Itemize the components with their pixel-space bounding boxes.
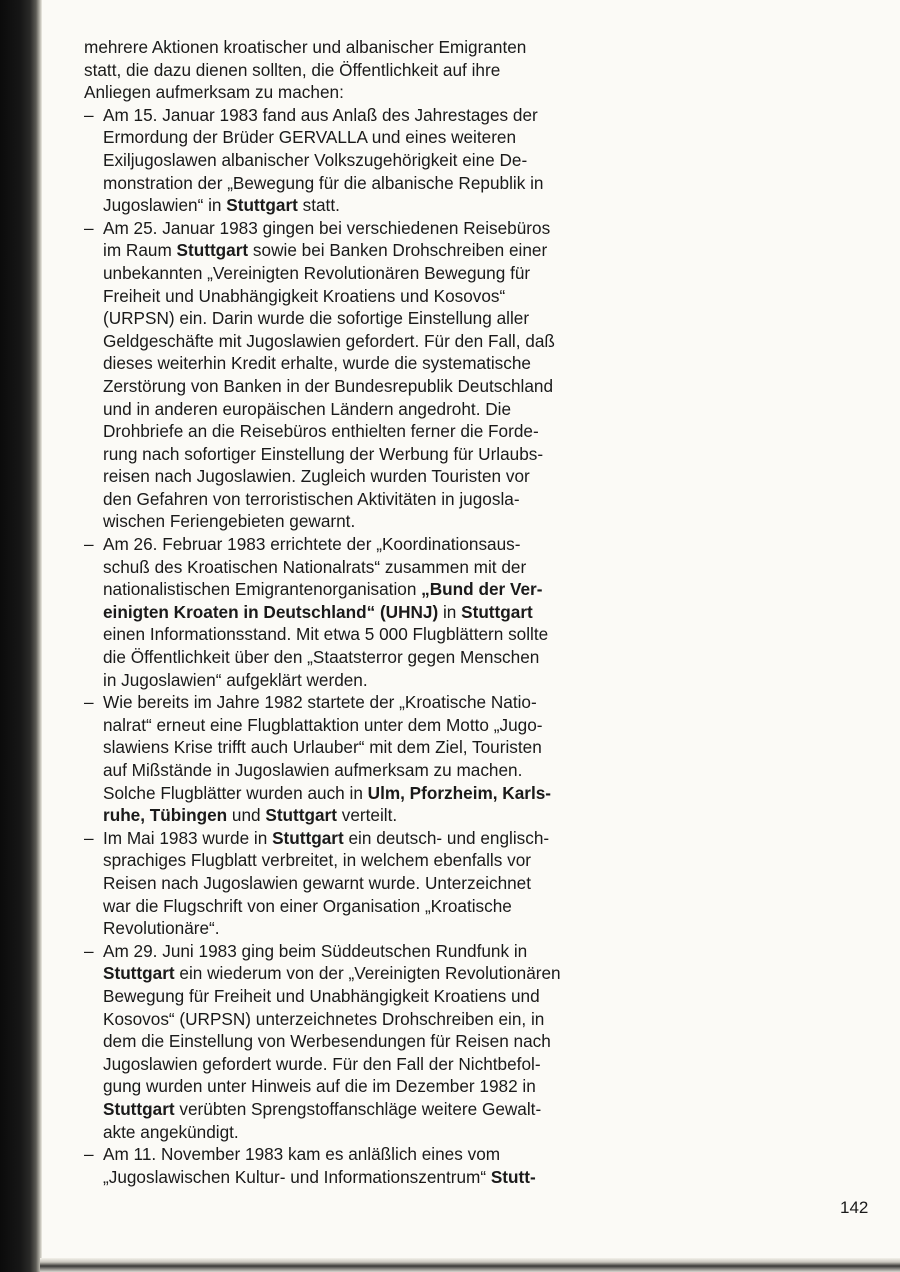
bold-place-name: Stuttgart [103, 963, 175, 984]
text-segment: Zerstörung von Banken in der Bundesrepublik Deutschland [103, 375, 554, 396]
text-segment: Freiheit und Unabhängigkeit Kroatiens und Kosovos“ [103, 285, 506, 306]
text-segment: Solche Flugblätter wurden auch in [103, 782, 368, 803]
text-segment: schuß des Kroatischen Nationalrats“ zusammen mit der [103, 556, 527, 577]
intro-line: statt, die dazu dienen sollten, die Öffentlichkeit auf ihre [84, 59, 501, 80]
text-segment: Jugoslawien gefordert wurde. Für den Fall der Nichtbefol- [103, 1053, 541, 1074]
text-segment: „Jugoslawischen Kultur- und Informationszentrum“ [103, 1166, 491, 1187]
page-number: 142 [840, 1198, 869, 1217]
text-segment: Bewegung für Freiheit und Unabhängigkeit Kroatiens und [103, 985, 540, 1006]
bold-place-name: Stuttgart [272, 827, 344, 848]
bold-place-name: Stuttgart [176, 240, 249, 261]
bold-place-name: Stuttgart [265, 805, 337, 826]
text-segment: ein wiederum von der „Vereinigten Revolutionären [174, 963, 561, 984]
text-segment: die Öffentlichkeit über den „Staatsterror gegen Menschen [103, 647, 540, 668]
bullet-item [84, 691, 628, 827]
text-segment: Wie bereits im Jahre 1982 startete der „Kroatische Natio- [103, 692, 537, 713]
bold-place-name: „Bund der Ver- [421, 579, 543, 600]
text-segment: slawiens Krise trifft auch Urlauber“ mit dem Ziel, Touristen [103, 737, 542, 758]
text-segment: Geldgeschäfte mit Jugoslawien gefordert. Für den Fall, daß [103, 330, 555, 351]
bold-place-name: Ulm, Pforzheim, Karls- [367, 782, 552, 803]
text-segment: auf Mißstände in Jugoslawien aufmerksam zu machen. [103, 760, 523, 780]
bold-place-name: Stutt- [490, 1166, 536, 1187]
bullet-item [84, 827, 628, 940]
bullet-dash: – [84, 692, 94, 713]
page-body [84, 36, 628, 1188]
text-segment: ein deutsch- und englisch- [343, 827, 550, 848]
text-segment: verteilt. [336, 805, 398, 826]
text-segment: Am 11. November 1983 kam es anläßlich eines vom [103, 1144, 501, 1165]
bold-place-name: Stuttgart [103, 1098, 175, 1119]
text-segment: Am 25. Januar 1983 gingen bei verschiedenen Reisebüros [103, 217, 551, 238]
bold-place-name: Stuttgart [461, 601, 533, 622]
bullet-dash: – [84, 534, 94, 555]
bullet-dash: – [84, 217, 94, 238]
text-segment: und in anderen europäischen Ländern angedroht. Die [103, 398, 512, 419]
text-segment: monstration der „Bewegung für die albanische Republik in [103, 172, 544, 193]
text-segment: nationalistischen Emigrantenorganisation [103, 579, 422, 600]
text-segment: Am 29. Juni 1983 ging beim Süddeutschen Rundfunk in [103, 940, 528, 961]
text-segment: Am 15. Januar 1983 fand aus Anlaß des Jahrestages der [103, 104, 538, 125]
page-bottom-edge [40, 1258, 900, 1272]
text-segment: gung wurden unter Hinweis auf die im Dezember 1982 in [103, 1076, 536, 1097]
text-segment: rung nach sofortiger Einstellung der Werbung für Urlaubs- [103, 443, 544, 464]
bold-place-name: Stuttgart [226, 195, 298, 216]
text-segment: im Raum [103, 240, 177, 261]
text-segment: den Gefahren von terroristischen Aktivitäten in jugosla- [103, 488, 520, 509]
text-segment: reisen nach Jugoslawien. Zugleich wurden Touristen vor [103, 466, 530, 487]
bold-place-name: einigten Kroaten in Deutschland“ (UHNJ) [103, 601, 439, 622]
text-segment: (URPSN) ein. Darin wurde die sofortige Einstellung aller [103, 308, 530, 329]
text-segment: Im Mai 1983 wurde in [103, 827, 273, 848]
text-segment: in [438, 601, 462, 622]
intro-line: mehrere Aktionen kroatischer und albanischer Emigranten [84, 37, 527, 57]
bullet-dash: – [84, 940, 94, 961]
text-segment: Revolutionäre“. [103, 918, 220, 939]
text-segment: war die Flugschrift von einer Organisation „Kroatische [103, 895, 512, 916]
bullet-dash: – [84, 104, 94, 125]
text-segment: verübten Sprengstoffanschläge weitere Gewalt- [174, 1098, 542, 1119]
bullet-item [84, 217, 628, 533]
text-segment: dem die Einstellung von Werbesendungen für Reisen nach [103, 1031, 551, 1052]
text-segment: und [227, 805, 266, 826]
text-segment: einen Informationsstand. Mit etwa 5 000 Flugblättern sollte [103, 624, 549, 645]
intro-line: Anliegen aufmerksam zu machen: [84, 82, 344, 103]
text-segment: Jugoslawien“ in [103, 195, 227, 216]
bullet-dash: – [84, 1144, 94, 1165]
text-segment: dieses weiterhin Kredit erhalte, wurde die systematische [103, 353, 531, 374]
bullet-item [84, 104, 628, 217]
bold-place-name: ruhe, Tübingen [103, 805, 228, 826]
text-segment: Ermordung der Brüder GERVALLA und eines weiteren [103, 127, 517, 148]
text-segment: Reisen nach Jugoslawien gewarnt wurde. Unterzeichnet [103, 872, 532, 893]
text-segment: nalrat“ erneut eine Flugblattaktion unter dem Motto „Jugo- [103, 714, 543, 735]
text-segment: statt. [297, 195, 340, 216]
text-segment: Exiljugoslawen albanischer Volkszugehörigkeit eine De- [103, 149, 528, 170]
text-segment: Kosovos“ (URPSN) unterzeichnetes Drohschreiben ein, in [103, 1008, 545, 1029]
text-segment: Am 26. Februar 1983 errichtete der „Koordinationsaus- [103, 534, 521, 555]
text-segment: wischen Feriengebieten gewarnt. [103, 511, 356, 532]
text-segment: Drohbriefe an die Reisebüros enthielten ferner die Forde- [103, 421, 539, 442]
text-segment: akte angekündigt. [103, 1121, 239, 1142]
text-segment: sowie bei Banken Drohschreiben einer [248, 240, 548, 261]
bullet-list [84, 104, 628, 1189]
book-spine-shadow [0, 0, 42, 1272]
bullet-dash: – [84, 827, 94, 848]
text-segment: sprachiges Flugblatt verbreitet, in welchem ebenfalls vor [103, 850, 531, 871]
text-segment: in Jugoslawien“ aufgeklärt werden. [103, 669, 368, 690]
bullet-item [84, 940, 628, 1143]
intro-paragraph [84, 36, 628, 104]
bullet-item [84, 1143, 628, 1188]
bullet-item [84, 533, 628, 691]
text-segment: unbekannten „Vereinigten Revolutionären Bewegung für [103, 262, 531, 283]
